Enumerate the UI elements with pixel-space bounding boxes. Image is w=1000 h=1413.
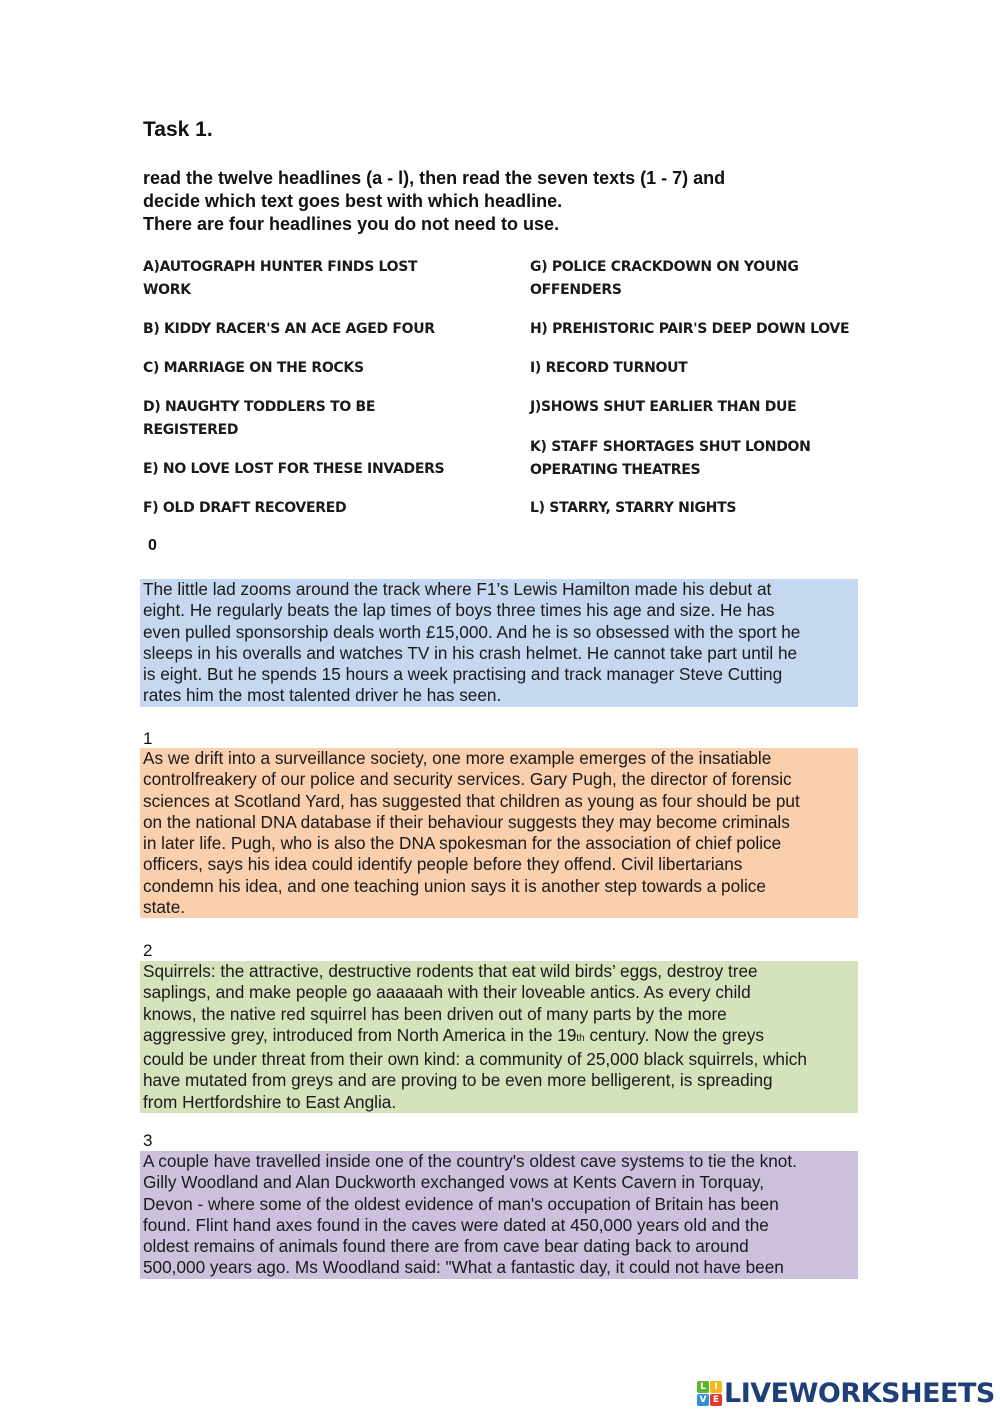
text-number: 1 [143,729,153,748]
task-instructions [143,167,843,236]
passage-line: 500,000 years ago. Ms Woodland said: "What a fantastic day, it could not have been [143,1257,784,1278]
passage-text: century. Now the greys [584,1024,765,1045]
passage-text: aggressive grey, introduced from North America in the 19 [143,1024,577,1045]
passage-line: state. [143,897,186,918]
passage-line: found. Flint hand axes found in the caves were dated at 450,000 years old and the [143,1214,769,1235]
passage-line: sciences at Scotland Yard, has suggested that children as young as four should be put [143,790,800,811]
liveworksheets-logo [697,1378,995,1408]
headline-text: J)SHOWS SHUT EARLIER THAN DUE [530,399,797,415]
passage-line: rates him the most talented driver he has seen. [143,685,502,706]
headline-text: K) STAFF SHORTAGES SHUT LONDON [530,439,811,455]
headline-text: REGISTERED [143,422,239,438]
headline-a [143,256,473,302]
passage-line: have mutated from greys and are proving to be even more belligerent, is spreading [143,1070,773,1091]
passage-line: A couple have travelled inside one of the country's oldest cave systems to tie the knot. [143,1151,797,1171]
passage-line: on the national DNA database if their behaviour suggests they may become criminals [143,811,790,832]
text-passage-1 [140,748,858,918]
badge-letter: L [697,1381,709,1393]
headline-text: A)AUTOGRAPH HUNTER FINDS LOST [143,259,418,275]
passage-line: knows, the native red squirrel has been driven out of many parts by the more [143,1003,727,1024]
badge-letter: V [697,1394,709,1406]
headline-text: I) RECORD TURNOUT [530,360,688,376]
instruction-line: There are four headlines you do not need to use. [143,214,560,234]
instruction-line: read the twelve headlines (a - l), then read the seven texts (1 - 7) and [143,168,726,188]
headline-b [143,318,473,341]
passage-line: officers, says his idea could identify people before they offend. Civil libertarians [143,854,743,875]
passage-line: saplings, and make people go aaaaaah with their loveable antics. As every child [143,982,751,1003]
headline-c [143,357,473,380]
headline-text: B) KIDDY RACER'S AN ACE AGED FOUR [143,321,435,337]
passage-line: The little lad zooms around the track where F1’s Lewis Hamilton made his debut at [143,579,772,599]
headline-l [530,497,870,520]
headline-text: F) OLD DRAFT RECOVERED [143,500,347,516]
passage-line: sleeps in his overalls and watches TV in his crash helmet. He cannot take part until he [143,642,798,663]
text-number: 0 [148,537,157,554]
badge-letter: E [710,1394,722,1406]
text-passage-0 [140,579,858,707]
headline-g [530,256,870,302]
text-passage-3 [140,1151,858,1279]
headline-text: L) STARRY, STARRY NIGHTS [530,500,737,516]
instruction-line: decide which text goes best with which headline. [143,191,563,211]
passage-line: eight. He regularly beats the lap times of boys three times his age and size. He has [143,600,775,621]
headline-text: WORK [143,282,191,298]
passage-line: in later life. Pugh, who is also the DNA spokesman for the association of chief police [143,833,782,854]
badge-letter: I [710,1381,722,1393]
headline-d [143,396,473,442]
headline-text: D) NAUGHTY TODDLERS TO BE [143,399,376,415]
text-passage-2 [140,961,858,1113]
task-title: Task 1. [143,118,213,141]
ordinal-suffix: th [576,1032,585,1044]
headline-text: E) NO LOVE LOST FOR THESE INVADERS [143,461,445,477]
headline-e [143,458,473,481]
passage-line: oldest remains of animals found there are from cave bear dating back to around [143,1236,749,1257]
passage-line: from Hertfordshire to East Anglia. [143,1091,397,1112]
passage-line: Devon - where some of the oldest evidence of man's occupation of Britain has been [143,1193,779,1214]
headline-f [143,497,473,520]
headline-h [530,318,870,341]
headline-text: H) PREHISTORIC PAIR'S DEEP DOWN LOVE [530,321,850,337]
passage-line: Gilly Woodland and Alan Duckworth exchanged vows at Kents Cavern in Torquay, [143,1172,765,1193]
passage-line [143,1025,856,1049]
passage-line: Squirrels: the attractive, destructive rodents that eat wild birds’ eggs, destroy tree [143,961,758,981]
passage-line: is eight. But he spends 15 hours a week practising and track manager Steve Cutting [143,664,783,685]
passage-line: even pulled sponsorship deals worth £15,000. And he is so obsessed with the sport he [143,621,801,642]
headline-i [530,357,870,380]
text-number: 2 [143,941,153,960]
logo-text: LIVEWORKSHEETS [724,1377,995,1409]
headline-text: OPERATING THEATRES [530,462,701,478]
passage-line: could be under threat from their own kind: a community of 25,000 black squirrels, which [143,1049,807,1070]
headline-text: G) POLICE CRACKDOWN ON YOUNG [530,259,799,275]
passage-line: condemn his idea, and one teaching union says it is another step towards a police [143,875,766,896]
headline-j [530,396,870,419]
headline-text: C) MARRIAGE ON THE ROCKS [143,360,364,376]
text-number: 3 [143,1131,153,1150]
passage-line: As we drift into a surveillance society, one more example emerges of the insatiable [143,748,772,768]
live-badge-icon [697,1381,722,1406]
headline-k [530,436,870,482]
passage-line: controlfreakery of our police and security services. Gary Pugh, the director of forensic [143,769,792,790]
headline-text: OFFENDERS [530,282,622,298]
